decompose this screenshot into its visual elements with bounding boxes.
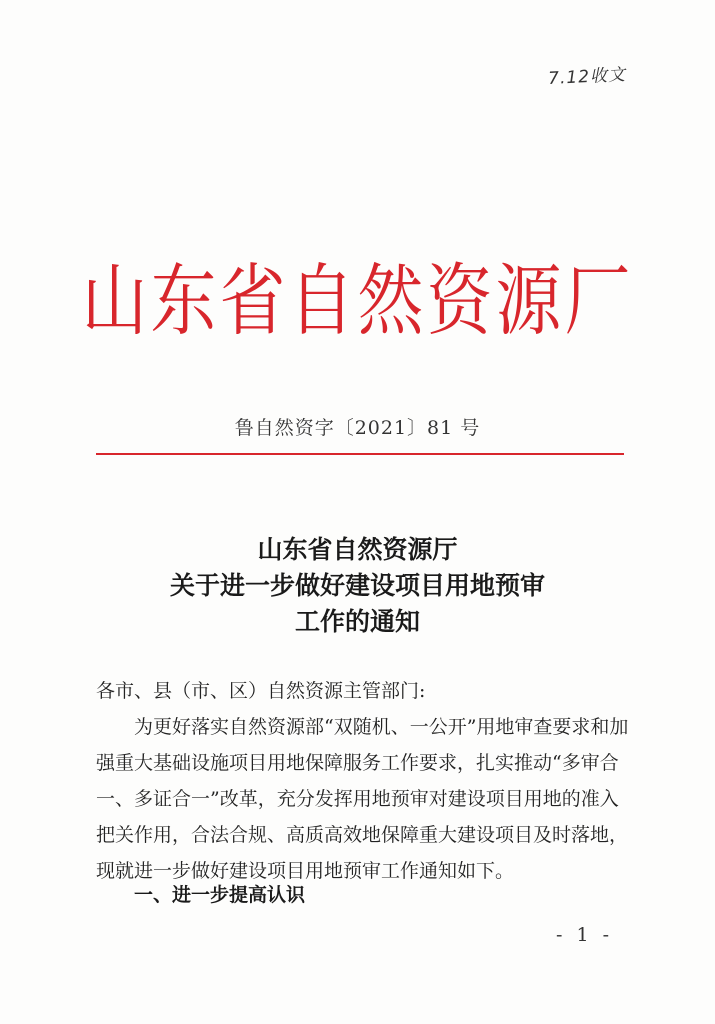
red-divider-line: [96, 453, 624, 455]
document-number: 鲁自然资字〔2021〕81 号: [234, 417, 481, 439]
title-line-2: 关于进一步做好建设项目用地预审: [169, 571, 545, 600]
title-line-3: 工作的通知: [294, 607, 420, 636]
title-line-1: 山东省自然资源厅: [257, 535, 458, 564]
body-line-1: 为更好落实自然资源部“双随机、一公开”用地审查要求和加: [134, 716, 629, 738]
body-line-3: 一、多证合一”改革，充分发挥用地预审对建设项目用地的准入: [96, 788, 619, 810]
salutation: 各市、县（市、区）自然资源主管部门:: [96, 680, 426, 702]
body-line-2: 强重大基础设施项目用地保障服务工作要求，扎实推动“多审合: [96, 752, 619, 774]
section-heading: 一、进一步提高认识: [134, 884, 306, 906]
handwritten-note: 7.12收文: [547, 64, 627, 90]
body-line-5: 现就进一步做好建设项目用地预审工作通知如下。: [96, 860, 515, 882]
agency-masthead: 山东省自然资源厂: [81, 255, 634, 347]
page-number: - 1 -: [556, 924, 614, 946]
body-line-4: 把关作用，合法合规、高质高效地保障重大建设项目及时落地，: [96, 824, 629, 846]
